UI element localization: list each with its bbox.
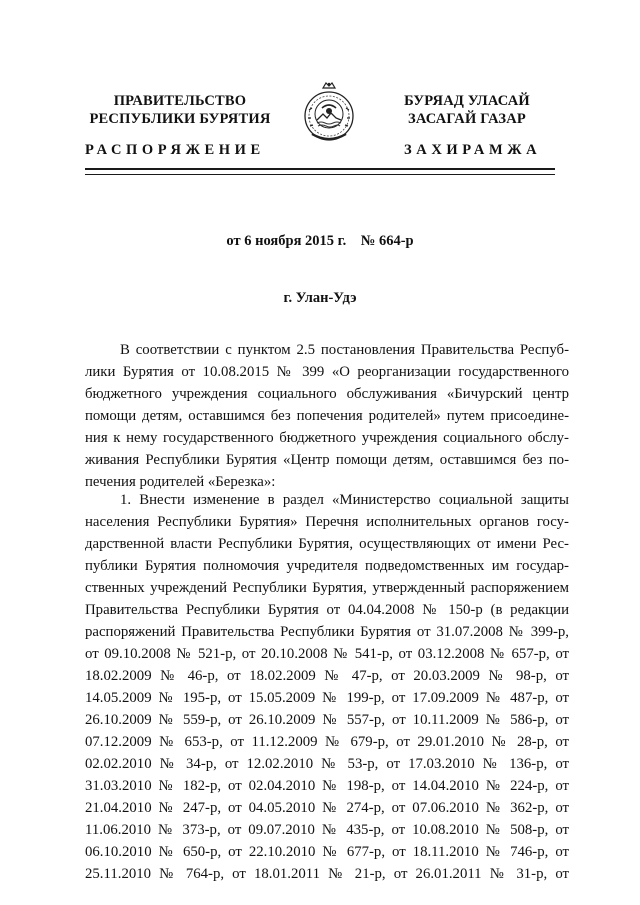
paragraph-line: 18.02.2009 № 46-р, от 18.02.2009 № 47-р, от 20.03.2009 № 98-р, от	[85, 668, 569, 684]
paragraph-line: 25.11.2010 № 764-р, от 18.01.2011 № 21-р, от 26.01.2011 № 31-р, от	[85, 866, 569, 882]
paragraph-line: ния к нему государственного бюджетного учреждения социального обслу-	[85, 430, 569, 446]
paragraph-item-1	[85, 489, 569, 885]
paragraph-line: 06.10.2010 № 650-р, от 22.10.2010 № 677-р, от 18.11.2010 № 746-р, от	[85, 844, 569, 860]
document-number: № 664-р	[360, 233, 414, 249]
left-document-kind: РАСПОРЯЖЕНИЕ	[85, 142, 265, 158]
paragraph-line: 14.05.2009 № 195-р, от 15.05.2009 № 199-р, от 17.09.2009 № 487-р, от	[85, 690, 569, 706]
right-organization-name	[382, 92, 552, 128]
document-city: г. Улан-Удэ	[283, 290, 357, 306]
paragraph-line: помощи детям, оставшимся без попечения родителей» путем присоедине-	[85, 408, 569, 424]
document-date: от 6 ноября 2015 г.	[226, 233, 347, 249]
right-org-line-1: БУРЯАД УЛАСАЙ	[404, 93, 530, 109]
paragraph-preamble	[85, 339, 569, 493]
left-organization-name	[80, 92, 280, 128]
paragraph-line: бюджетного учреждения социального обслуживания «Бичурский центр	[85, 386, 569, 402]
paragraph-line: 31.03.2010 № 182-р, от 02.04.2010 № 198-р, от 14.04.2010 № 224-р, от	[85, 778, 569, 794]
header-divider	[85, 168, 555, 175]
paragraph-line: 07.12.2009 № 653-р, от 11.12.2009 № 679-р, от 29.01.2010 № 28-р, от	[85, 734, 569, 750]
paragraph-line: живания Республики Бурятия «Центр помощи детям, оставшимся без по-	[85, 452, 569, 468]
paragraph-line: ственных учреждений Республики Бурятия, утвержденный распоряжением	[85, 580, 569, 596]
coat-of-arms-buryatia-icon	[300, 80, 358, 146]
paragraph-line: 26.10.2009 № 559-р, от 26.10.2009 № 557-р, от 10.11.2009 № 586-р, от	[85, 712, 569, 728]
paragraph-line: населения Республики Бурятия» Перечня исполнительных органов госу-	[85, 514, 569, 530]
paragraph-line: 02.02.2010 № 34-р, от 12.02.2010 № 53-р, от 17.03.2010 № 136-р, от	[85, 756, 569, 772]
paragraph-line: 1. Внести изменение в раздел «Министерство социальной защиты	[120, 492, 569, 508]
paragraph-line: от 09.10.2008 № 521-р, от 20.10.2008 № 541-р, от 03.12.2008 № 657-р, от	[85, 646, 569, 662]
paragraph-line: распоряжений Правительства Республики Бурятия от 31.07.2008 № 399-р,	[85, 624, 569, 640]
paragraph-line: 11.06.2010 № 373-р, от 09.07.2010 № 435-р, от 10.08.2010 № 508-р, от	[85, 822, 569, 838]
left-org-line-2: РЕСПУБЛИКИ БУРЯТИЯ	[89, 111, 271, 127]
document-date-number	[0, 233, 640, 250]
paragraph-line: В соответствии с пунктом 2.5 постановления Правительства Респуб-	[120, 342, 569, 358]
paragraph-line: печения родителей «Березка»:	[85, 474, 276, 490]
paragraph-line: лики Бурятия от 10.08.2015 № 399 «О реорганизации государственного	[85, 364, 569, 380]
paragraph-line: дарственной власти Республики Бурятия, осуществляющих от имени Рес-	[85, 536, 569, 552]
left-org-line-1: ПРАВИТЕЛЬСТВО	[113, 93, 247, 109]
right-document-kind: ЗАХИРАМЖА	[404, 142, 542, 158]
paragraph-line: публики Бурятия полномочия учредителя подведомственных им государ-	[85, 558, 569, 574]
paragraph-line: 21.04.2010 № 247-р, от 04.05.2010 № 274-р, от 07.06.2010 № 362-р, от	[85, 800, 569, 816]
right-org-line-2: ЗАСАГАЙ ГАЗАР	[408, 111, 526, 127]
paragraph-line: Правительства Республики Бурятия от 04.04.2008 № 150-р (в редакции	[85, 602, 569, 618]
